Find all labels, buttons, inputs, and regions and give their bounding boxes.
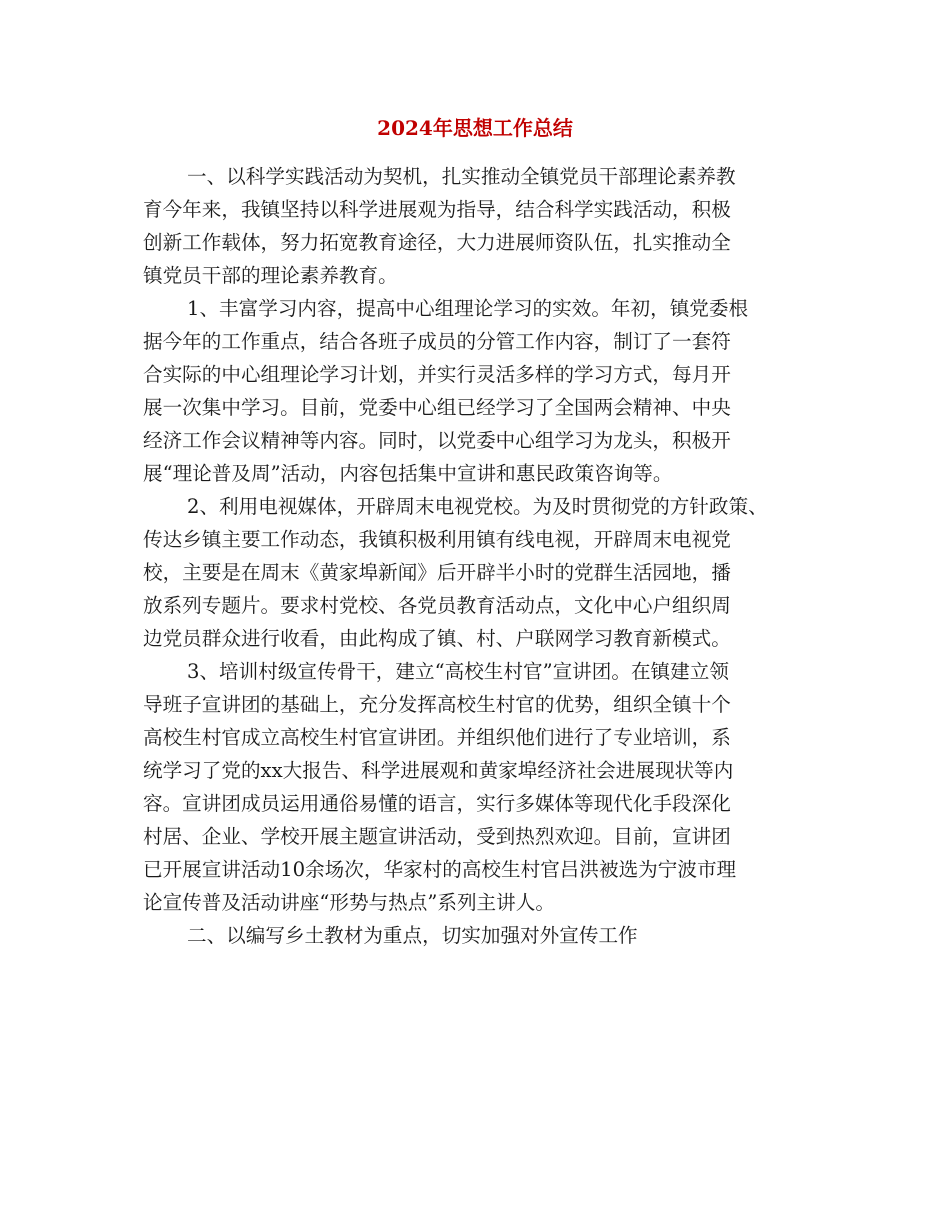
paragraph	[143, 919, 823, 952]
document-title: 2024年思想工作总结	[377, 116, 573, 140]
paragraph-line: 1、丰富学习内容，提高中心组理论学习的实效。年初，镇党委根	[187, 297, 749, 320]
paragraph	[143, 490, 823, 655]
paragraph-line: 已开展宣讲活动10余场次，华家村的高校生村官吕洪被选为宁波市理	[143, 858, 737, 881]
paragraph-line: 村居、企业、学校开展主题宣讲活动，受到热烈欢迎。目前，宣讲团	[143, 825, 731, 848]
paragraph-line: 传达乡镇主要工作动态，我镇积极利用镇有线电视，开辟周末电视党	[143, 528, 731, 551]
paragraph-line: 论宣传普及活动讲座“形势与热点”系列主讲人。	[143, 891, 555, 914]
paragraph-line: 3、培训村级宣传骨干，建立“高校生村官”宣讲团。在镇建立领	[187, 660, 729, 683]
paragraph-line: 育今年来，我镇坚持以科学进展观为指导，结合科学实践活动，积极	[143, 198, 731, 221]
paragraph	[143, 292, 823, 490]
paragraph-line: 放系列专题片。要求村党校、各党员教育活动点，文化中心户组织周	[143, 594, 731, 617]
paragraph-line: 统学习了党的xx大报告、科学进展观和黄家埠经济社会进展现状等内	[143, 759, 734, 782]
paragraph-line: 边党员群众进行收看，由此构成了镇、村、户联网学习教育新模式。	[143, 627, 731, 650]
paragraph-line: 高校生村官成立高校生村官宣讲团。并组织他们进行了专业培训，系	[143, 726, 731, 749]
paragraph	[143, 655, 823, 919]
paragraph-line: 合实际的中心组理论学习计划，并实行灵活多样的学习方式，每月开	[143, 363, 731, 386]
paragraph-line: 容。宣讲团成员运用通俗易懂的语言，实行多媒体等现代化手段深化	[143, 792, 731, 815]
paragraph-line: 校，主要是在周末《黄家埠新闻》后开辟半小时的党群生活园地，播	[143, 561, 731, 584]
paragraph-line: 据今年的工作重点，结合各班子成员的分管工作内容，制订了一套符	[143, 330, 731, 353]
paragraph-line: 创新工作载体，努力拓宽教育途径，大力进展师资队伍，扎实推动全	[143, 231, 731, 254]
paragraph-line: 展一次集中学习。目前，党委中心组已经学习了全国两会精神、中央	[143, 396, 731, 419]
paragraph-line: 2、利用电视媒体，开辟周末电视党校。为及时贯彻党的方针政策、	[187, 495, 768, 518]
paragraph-line: 一、以科学实践活动为契机，扎实推动全镇党员干部理论素养教	[187, 165, 736, 188]
document-body	[143, 160, 823, 952]
paragraph-line: 二、以编写乡土教材为重点，切实加强对外宣传工作	[187, 924, 638, 947]
paragraph-line: 经济工作会议精神等内容。同时，以党委中心组学习为龙头，积极开	[143, 429, 731, 452]
paragraph	[143, 160, 823, 292]
paragraph-line: 导班子宣讲团的基础上，充分发挥高校生村官的优势，组织全镇十个	[143, 693, 731, 716]
paragraph-line: 镇党员干部的理论素养教育。	[143, 264, 398, 287]
paragraph-line: 展“理论普及周”活动，内容包括集中宣讲和惠民政策咨询等。	[143, 462, 673, 485]
